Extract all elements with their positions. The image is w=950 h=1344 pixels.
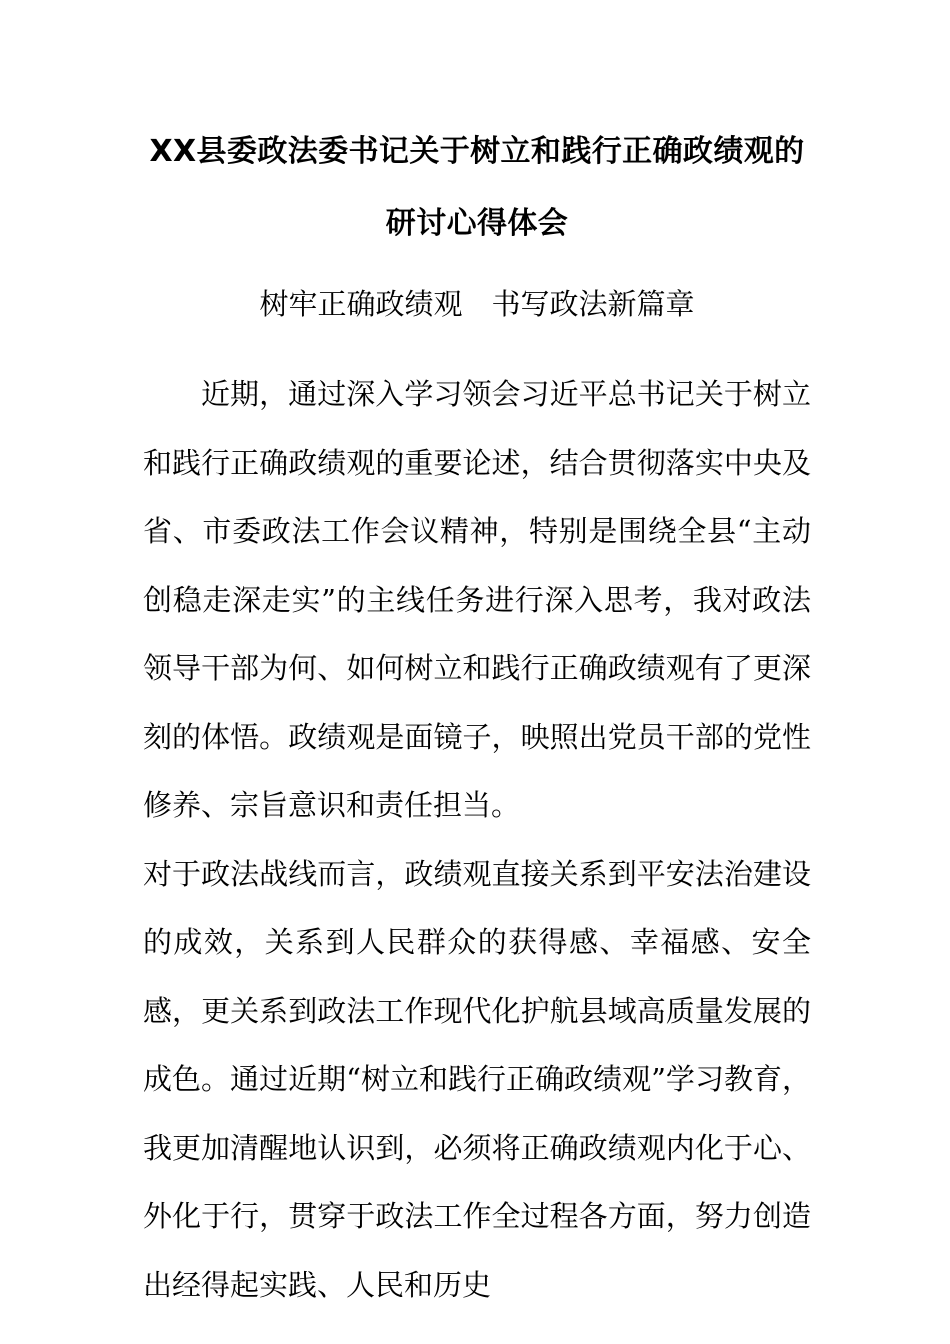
page-title: XX县委政法委书记关于树立和践行正确政绩观的研讨心得体会 (149, 134, 805, 241)
document-text-column (143, 0, 811, 1319)
body-paragraph-1: 近期，通过深入学习领会习近平总书记关于树立和践行正确政绩观的重要论述，结合贯彻落实中央及省、市委政法工作会议精神，特别是围绕全县“主动创稳走深走实”的主线任务进行深入思考，我对政法领导干部为何、如何树立和践行正确政绩观有了更深刻的体悟。政绩观是面镜子，映照出党员干部的党性修养、宗旨意识和责任担当。 (143, 377, 811, 822)
body-paragraph-2: 对于政法战线而言，政绩观直接关系到平安法治建设的成效，关系到人民群众的获得感、幸福感、安全感，更关系到政法工作现代化护航县域高质量发展的成色。通过近期“树立和践行正确政绩观”学习教育，我更加清醒地认识到，必须将正确政绩观内化于心、外化于行，贯穿于政法工作全过程各方面，努力创造出经得起实践、人民和历史 (143, 856, 811, 1302)
document-subtitle: 树牢正确政绩观 书写政法新篇章 (259, 287, 695, 321)
